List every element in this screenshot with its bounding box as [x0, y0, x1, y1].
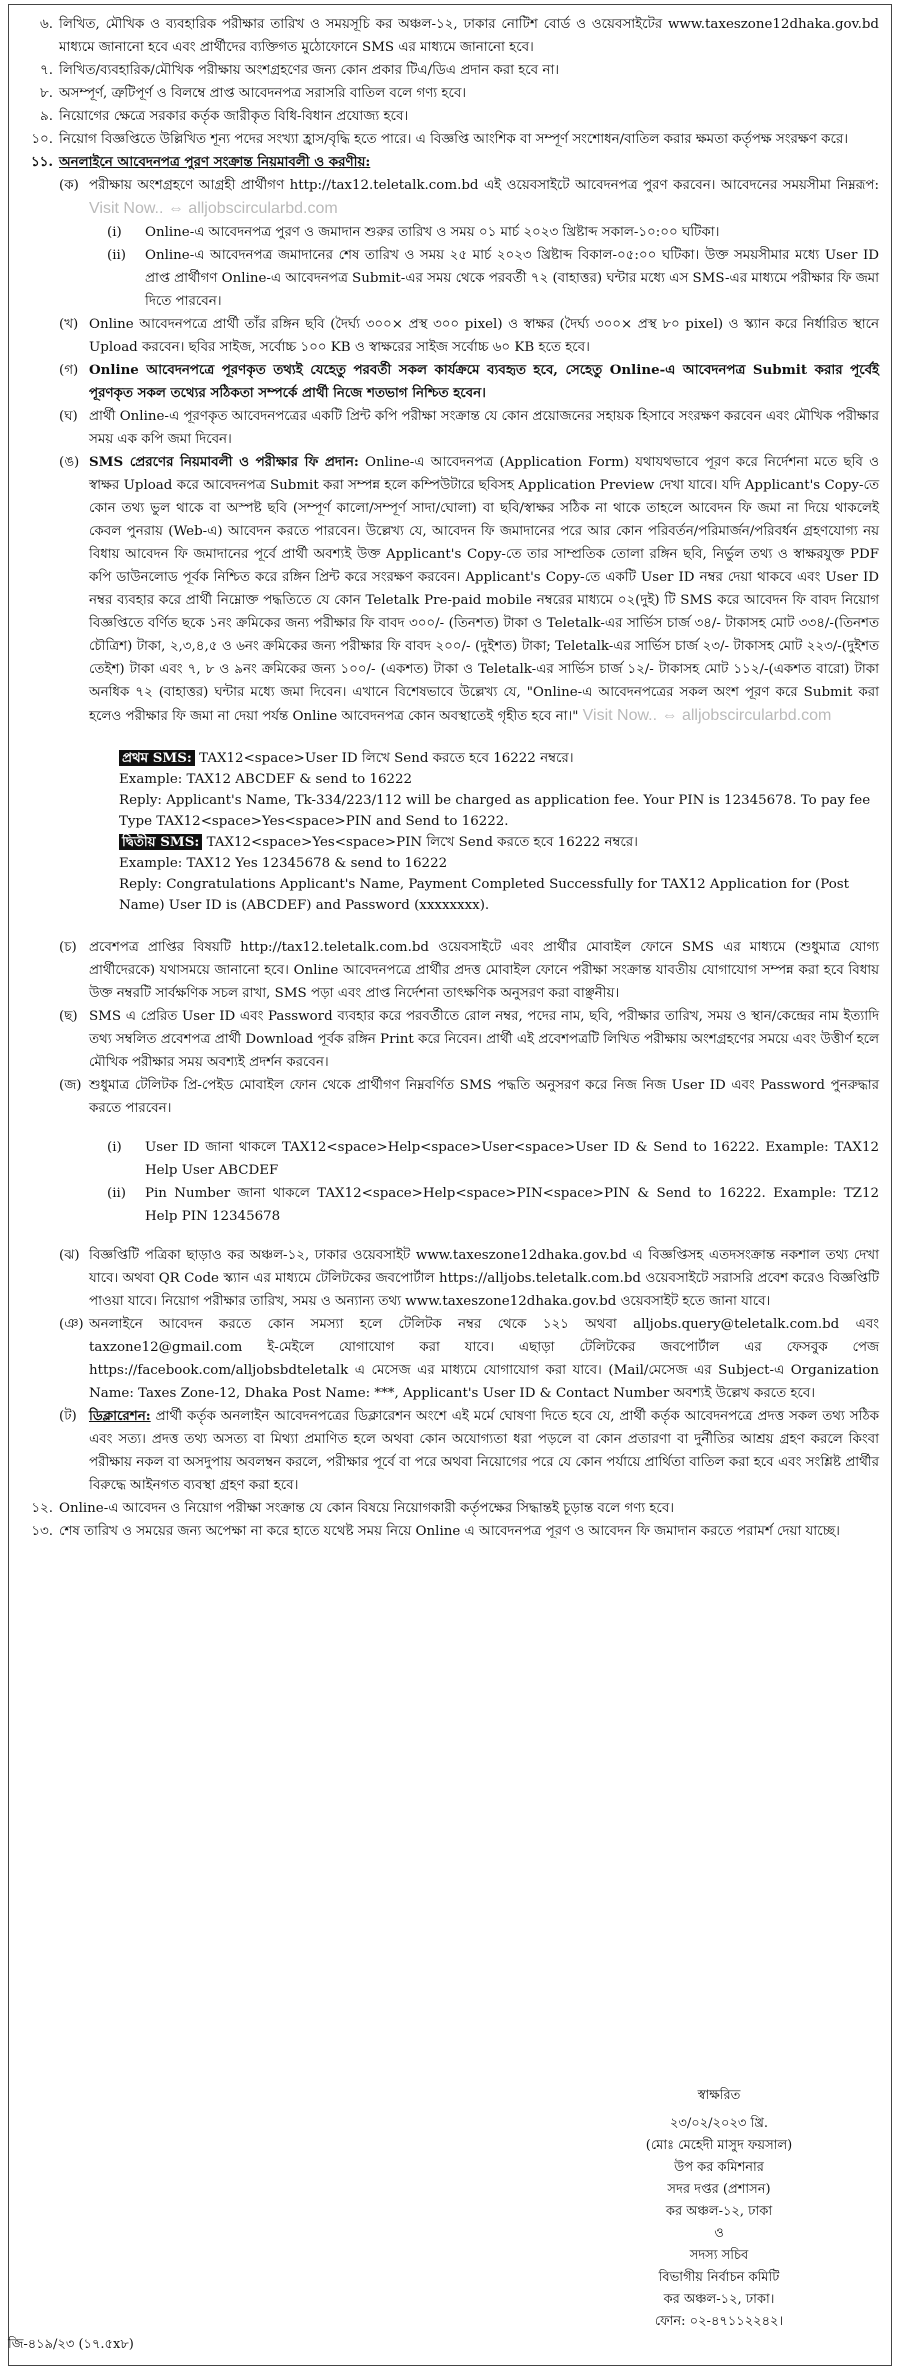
subclause-label: (ঞ) — [59, 1317, 84, 1332]
signatory-phone: ফোন: ০২-৪৭১১২২৪২। — [654, 2314, 784, 2329]
subclause-ga — [19, 359, 879, 405]
sms-first-example: Example: TAX12 ABCDEF & send to 16222 — [119, 772, 413, 787]
watermark: Visit Now.. ⇔ alljobscircularbd.com — [582, 707, 832, 724]
subclause-label: (চ) — [59, 940, 77, 955]
sms-second-reply: Reply: Congratulations Applicant's Name, Payment Completed Successfully for TAX12 Application for (Post Name) User ID is (ABCDEF) and Password (xxxxxxxx). — [119, 877, 850, 913]
clause-number: ১০. — [31, 132, 53, 147]
subclause-heading: ডিক্লারেশন: — [89, 1408, 151, 1424]
subclause-label: (i) — [107, 1140, 122, 1155]
subclause-ka — [19, 174, 879, 221]
sms-first-command: TAX12<space>User ID লিখে Send করতে হবে 16222 নম্বরে। — [194, 751, 574, 766]
subclause-jha — [19, 1244, 879, 1313]
subclause-ja-i — [19, 1136, 879, 1182]
clause-9 — [19, 105, 879, 128]
notice-body — [19, 13, 879, 1543]
clause-text: লিখিত, মৌখিক ও ব্যবহারিক পরীক্ষার তারিখ ও সময়সূচি কর অঞ্চল-১২, ঢাকার নোটিশ বোর্ড ও ওয়েবসাইটের www.taxeszone12dhaka.gov.bd মাধ্যমে জানানো হবে এবং প্রার্থীদের ব্যক্তিগত মুঠোফোনে SMS এর মাধ্যমে জানানো হবে। — [59, 17, 879, 55]
signature-block — [569, 2085, 869, 2333]
subclause-text: Online আবেদনপত্রে প্রার্থী তাঁর রঙ্গিন ছবি (দৈর্ঘ্য ৩০০× প্রস্থ ৩০০ pixel) ও স্বাক্ষর (দৈর্ঘ্য ৩০০× প্রস্থ ৮০ pixel) ও স্ক্যান করে নির্ধারিত স্থানে Upload করবেন। ছবির সাইজ, সর্বোচ্চ ১০০ KB ও স্বাক্ষরের সাইজ সর্বোচ্চ ৬০ KB হতে হবে। — [89, 317, 879, 355]
subclause-text: প্রবেশপত্র প্রাপ্তির বিষয়টি http://tax12.teletalk.com.bd ওয়েবসাইটে এবং প্রার্থীর মোবাইল ফোনে SMS এর মাধ্যমে (শুধুমাত্র যোগ্য প্রার্থীদেরকে) যথাসময়ে জানানো হবে। Online আবেদনপত্রে প্রার্থীর প্রদত্ত মোবাইল ফোনে পরীক্ষা সংক্রান্ত যাবতীয় যোগাযোগ সম্পন্ন করা হবে বিধায় উক্ত নম্বরটি সার্বক্ষণিক সচল রাখা, SMS পড়া এবং প্রাপ্ত নির্দেশনা তাৎক্ষণিক অনুসরণ করা বাঞ্ছনীয়। — [89, 940, 879, 1001]
subclause-heading: SMS প্রেরণের নিয়মাবলী ও পরীক্ষার ফি প্রদান: — [89, 454, 359, 470]
signed-label: স্বাক্ষরিত — [697, 2088, 741, 2103]
clause-number: ১২. — [31, 1501, 53, 1516]
subclause-text: শুধুমাত্র টেলিটক প্রি-পেইড মোবাইল ফোন থেকে প্রার্থীগণ নিম্নবর্ণিত SMS পদ্ধতি অনুসরণ করে নিজ নিজ User ID এবং Password পুনরুদ্ধার করতে পারবেন। — [89, 1078, 879, 1116]
signatory-name: (মোঃ মেহেদী মাসুদ ফয়সাল) — [645, 2138, 793, 2153]
sms-second-example: Example: TAX12 Yes 12345678 & send to 16222 — [119, 856, 448, 871]
clause-13 — [19, 1520, 879, 1543]
sms-first-line — [119, 748, 879, 769]
clause-text: Online-এ আবেদন ও নিয়োগ পরীক্ষা সংক্রান্ত যে কোন বিষয়ে নিয়োগকারী কর্তৃপক্ষের সিদ্ধান্তই চূড়ান্ত বলে গণ্য হবে। — [59, 1501, 675, 1516]
clause-text: নিয়োগের ক্ষেত্রে সরকার কর্তৃক জারীকৃত বিধি-বিধান প্রযোজ্য হবে। — [59, 109, 409, 124]
subclause-ka-ii — [19, 244, 879, 313]
subclause-text: প্রার্থী Online-এ পূরণকৃত আবেদনপত্রের একটি প্রিন্ট কপি পরীক্ষা সংক্রান্ত যে কোন প্রয়োজনের সহায়ক হিসাবে সংরক্ষণ করবেন এবং মৌখিক পরীক্ষার সময় এক কপি জমা দিবেন। — [89, 409, 879, 447]
subclause-text: বিজ্ঞপ্তিটি পত্রিকা ছাড়াও কর অঞ্চল-১২, ঢাকার ওয়েবসাইট www.taxeszone12dhaka.gov.bd এ বিজ্ঞপ্তিসহ এতদসংক্রান্ত নকশাল তথ্য দেখা যাবে। অথবা QR Code স্ক্যান এর মাধ্যমে টেলিটকের জবপোর্টাল https://alljobs.teletalk.com.bd ওয়েবসাইটে সরাসরি প্রবেশ করেও বিজ্ঞপ্তিটি পাওয়া যাবে। নিয়োগ পরীক্ষার তারিখ, সময় ও অন্যান্য তথ্য www.taxeszone12dhaka.gov.bd ওয়েবসাইট হতে জানা যাবে। — [89, 1248, 879, 1309]
signatory-and: ও — [714, 2226, 724, 2241]
clause-number: ৮. — [40, 86, 53, 101]
clause-7 — [19, 59, 879, 82]
sms-second-command: TAX12<space>Yes<space>PIN লিখে Send করতে হবে 16222 নম্বরে। — [202, 835, 638, 850]
subclause-chha — [19, 1005, 879, 1074]
subclause-text: পরীক্ষায় অংশগ্রহণে আগ্রহী প্রার্থীগণ http://tax12.teletalk.com.bd এই ওয়েবসাইটে আবেদনপত্র পুরণ করবেন। আবেদনের সময়সীমা নিম্নরূপ: — [89, 178, 879, 193]
clause-number: ৯. — [40, 109, 53, 124]
signatory-zone-2: কর অঞ্চল-১২, ঢাকা। — [663, 2292, 775, 2307]
subclause-gha — [19, 405, 879, 451]
clause-number: ১১. — [30, 154, 53, 170]
sms-second-line — [119, 832, 879, 853]
sms-instructions — [19, 748, 879, 916]
notice-page — [8, 4, 892, 2366]
clause-number: ৭. — [40, 63, 53, 78]
subclause-label: (ট) — [59, 1409, 77, 1424]
clause-text: লিখিত/ব্যবহারিক/মৌখিক পরীক্ষায় অংশগ্রহণের জন্য কোন প্রকার টিএ/ডিএ প্রদান করা হবে না। — [59, 63, 560, 78]
subclause-label: (ii) — [107, 248, 127, 263]
clause-heading: অনলাইনে আবেদনপত্র পুরণ সংক্রান্ত নিয়মাবলী ও করণীয়: — [59, 154, 371, 170]
subclause-label: (i) — [107, 225, 122, 240]
clause-text: অসম্পূর্ণ, ত্রুটিপূর্ণ ও বিলম্বে প্রাপ্ত আবেদনপত্র সরাসরি বাতিল বলে গণ্য হবে। — [59, 86, 467, 101]
subclause-ta — [19, 1405, 879, 1497]
clause-10 — [19, 128, 879, 151]
sms-second-label: দ্বিতীয় SMS: — [119, 834, 202, 850]
subclause-label: (ছ) — [59, 1009, 78, 1024]
subclause-text: প্রার্থী কর্তৃক অনলাইন আবেদনপত্রের ডিক্লারেশন অংশে এই মর্মে ঘোষণা দিতে হবে যে, প্রার্থী কর্তৃক আবেদনপত্রে প্রদত্ত সকল তথ্য সঠিক এবং সত্য। প্রদত্ত তথ্য অসত্য বা মিথ্যা প্রমাণিত হলে অথবা কোন অযোগ্যতা ধরা পড়লে বা কোন প্রতারণা বা দুর্নীতির আশ্রয় গ্রহণ করলে কিংবা পরীক্ষায় নকল বা অসদুপায় অবলম্বন করলে, পরীক্ষার পূর্বে বা পরে অথবা নিয়োগের পরে যে কোন পর্যায়ে প্রার্থিতা বাতিল করা হবে এবং সংশ্লিষ্ট প্রার্থীর বিরুদ্ধে আইনগত ব্যবস্থা গ্রহণ করা হবে। — [89, 1409, 880, 1493]
subclause-ja — [19, 1074, 879, 1120]
print-code: জি-৪১৯/২৩ (১৭.৫x৮) — [8, 2337, 134, 2352]
clause-6 — [19, 13, 879, 59]
subclause-kha — [19, 313, 879, 359]
subclause-label: (ঙ) — [59, 455, 80, 470]
signatory-zone: কর অঞ্চল-১২, ঢাকা — [665, 2204, 773, 2219]
subclause-text: Online আবেদনপত্রে পূরণকৃত তথ্যই যেহেতু পরবর্তী সকল কার্যক্রমে ব্যবহৃত হবে, সেহেতু Online-এ আবেদনপত্র Submit করার পূর্বেই পূরণকৃত সকল তথ্যের সঠিকতা সম্পর্কে প্রার্থী নিজে শতভাগ নিশ্চিত হবেন। — [89, 362, 879, 401]
subclause-text: Online-এ আবেদনপত্র (Application Form) যথাযথভাবে পূরণ করে নির্দেশনা মতে ছবি ও স্বাক্ষর Upload করে আবেদনপত্র Submit করা সম্পন্ন হলে কম্পিউটারে ছবিসহ Application Preview দেখা যাবে। যদি Applicant's Copy-তে কোন তথ্য ভুল থাকে বা অস্পষ্ট ছবি (সম্পূর্ণ কালো/সম্পূর্ণ সাদা/ঘোলা) বা ছবি/স্বাক্ষর সঠিক না থাকে তাহলে আবেদন ফি জমা না দিয়ে থাকলেই কেবল পুনরায় (Web-এ) আবেদন করতে পারবেন। উল্লেখ্য যে, আবেদন ফি জমাদানের পরে আর কোন পরিবর্তন/পরিমার্জন/পরিবর্ধন গ্রহণযোগ্য নয় বিধায় আবেদন ফি জমাদানের পূর্বে প্রার্থী অবশ্যই উক্ত Applicant's Copy-তে তার সাম্প্রতিক তোলা রঙ্গিন ছবি, নির্ভুল তথ্য ও স্বাক্ষরযুক্ত PDF কপি ডাউনলোড পূর্বক নিশ্চিত করে রঙ্গিন প্রিন্ট করে সংরক্ষণ করবেন। Applicant's Copy-তে একটি User ID নম্বর দেয়া থাকবে এবং User ID নম্বর ব্যবহার করে প্রার্থী নিম্নোক্ত পদ্ধতিতে যে কোন Teletalk Pre-paid mobile নম্বরের মাধ্যমে ০২(দুই) টি SMS করে আবেদন ফি বাবদ নিয়োগ বিজ্ঞপ্তিতে বর্ণিত ছকে ১নং ক্রমিকের জন্য পরীক্ষার ফি বাবদ ৩০০/- (তিনশত) টাকা ও Teletalk-এর সার্ভিস চার্জ ৩৪/- টাকাসহ মোট ৩৩৪/-(তিনশত চৌত্রিশ) টাকা, ২,৩,৪,৫ ও ৬নং ক্রমিকের জন্য পরীক্ষার ফি বাবদ ২০০/- (দুইশত) টাকা; Teletalk-এর সার্ভিস চার্জ ২৩/- টাকাসহ মোট ২২৩/-(দুইশত তেইশ) টাকা এবং ৭, ৮ ও ৯নং ক্রমিকের জন্য ১০০/- (একশত) টাকা ও Teletalk-এর সার্ভিস চার্জ ১২/- টাকাসহ মোট ১১২/-(একশত বারো) টাকা অনধিক ৭২ (বাহাত্তর) ঘন্টার মধ্যে জমা দিবেন। এখানে বিশেষভাবে উল্লেখ্য যে, "Online-এ আবেদনপত্রের সকল অংশ পূরণ করে Submit করা হলেও পরীক্ষার ফি জমা না দেয়া পর্যন্ত Online আবেদনপত্র কোন অবস্থাতেই গৃহীত হবে না।" — [89, 455, 880, 724]
clause-text: নিয়োগ বিজ্ঞপ্তিতে উল্লিখিত শূন্য পদের সংখ্যা হ্রাস/বৃদ্ধি হতে পারে। এ বিজ্ঞপ্তি আংশিক বা সম্পূর্ণ সংশোধন/বাতিল করার ক্ষমতা কর্তৃপক্ষ সংরক্ষণ করে। — [59, 132, 848, 147]
clause-8 — [19, 82, 879, 105]
subclause-cha — [19, 936, 879, 1005]
signatory-committee: বিভাগীয় নির্বাচন কমিটি — [658, 2270, 780, 2285]
subclause-label: (ঝ) — [59, 1248, 80, 1263]
sms-first-reply: Reply: Applicant's Name, Tk-334/223/112 will be charged as application fee. Your PIN is 12345678. To pay fee Type TAX12<space>Yes<space>PIN and Send to 16222. — [119, 793, 871, 829]
subclause-text: User ID জানা থাকলে TAX12<space>Help<space>User<space>User ID & Send to 16222. Example: TAX12 Help User ABCDEF — [145, 1140, 879, 1178]
subclause-label: (জ) — [59, 1078, 82, 1093]
watermark: Visit Now.. ⇔ alljobscircularbd.com — [89, 200, 338, 217]
signatory-office: সদর দপ্তর (প্রশাসন) — [667, 2182, 771, 2197]
subclause-ja-ii — [19, 1182, 879, 1228]
subclause-text: Pin Number জানা থাকলে TAX12<space>Help<space>PIN<space>PIN & Send to 16222. Example: TZ12 Help PIN 12345678 — [145, 1186, 879, 1224]
subclause-label: (গ) — [59, 363, 79, 378]
subclause-text: অনলাইনে আবেদন করতে কোন সমস্যা হলে টেলিটক নম্বর থেকে ১২১ অথবা alljobs.query@teletalk.com.bd এবং taxzone12@gmail.com ই-মেইলে যোগাযোগ করা যাবে। এছাড়া টেলিটকের জবপোর্টাল এর ফেসবুক পেজ https://facebook.com/alljobsbdteletalk এ মেসেজ এর মাধ্যমে যোগাযোগ করা যাবে। (Mail/মেসেজ এর Subject-এ Organization Name: Taxes Zone-12, Dhaka Post Name: ***, Applicant's User ID & Contact Number অবশ্যই উল্লেখ করতে হবে। — [89, 1317, 879, 1401]
clause-11 — [19, 151, 879, 174]
sms-first-label: প্রথম SMS: — [119, 750, 195, 766]
subclause-label: (খ) — [59, 317, 79, 332]
clause-number: ৬. — [40, 17, 53, 32]
subclause-text: Online-এ আবেদনপত্র পুরণ ও জমাদান শুরুর তারিখ ও সময় ০১ মার্চ ২০২৩ খ্রিষ্টাব্দ সকাল-১০:০০ ঘটিকা। — [145, 225, 720, 240]
subclause-text: SMS এ প্রেরিত User ID এবং Password ব্যবহার করে পরবর্তীতে রোল নম্বর, পদের নাম, ছবি, পরীক্ষার তারিখ, সময় ও স্থান/কেন্দ্রের নাম ইত্যাদি তথ্য সম্বলিত প্রবেশপত্র প্রার্থী Download পূর্বক রঙ্গিন Print করে নিবেন। প্রার্থী এই প্রবেশপত্রটি লিখিত পরীক্ষায় অংশগ্রহণের সময়ে এবং উত্তীর্ণ হলে মৌখিক পরীক্ষার সময় অবশ্যই প্রদর্শন করবেন। — [89, 1009, 879, 1070]
subclause-ka-i — [19, 221, 879, 244]
subclause-label: (ক) — [59, 178, 79, 193]
subclause-nya — [19, 1313, 879, 1405]
clause-number: ১৩. — [31, 1524, 53, 1539]
subclause-text: Online-এ আবেদনপত্র জমাদানের শেষ তারিখ ও সময় ২৫ মার্চ ২০২৩ খ্রিষ্টাব্দ বিকাল-০৫:০০ ঘটিকা। উক্ত সময়সীমার মধ্যে User ID প্রাপ্ত প্রার্থীগণ Online-এ আবেদনপত্র Submit-এর সময় থেকে পরবর্তী ৭২ (বাহাত্তর) ঘন্টার মধ্যে এস SMS-এর মাধ্যমে পরীক্ষার ফি জমা দিতে পারবেন। — [145, 248, 879, 309]
signatory-title: উপ কর কমিশনার — [674, 2160, 764, 2175]
signature-date: ২৩/০২/২০২৩ খ্রি. — [669, 2116, 769, 2131]
subclause-label: (ii) — [107, 1186, 127, 1201]
subclause-umo — [19, 451, 879, 728]
subclause-label: (ঘ) — [59, 409, 78, 424]
clause-text: শেষ তারিখ ও সময়ের জন্য অপেক্ষা না করে হাতে যথেষ্ট সময় নিয়ে Online এ আবেদনপত্র পূরণ ও আবেদন ফি জমাদান করতে পরামর্শ দেয়া যাচ্ছে। — [59, 1524, 840, 1539]
clause-12 — [19, 1497, 879, 1520]
signatory-role: সদস্য সচিব — [689, 2248, 749, 2263]
